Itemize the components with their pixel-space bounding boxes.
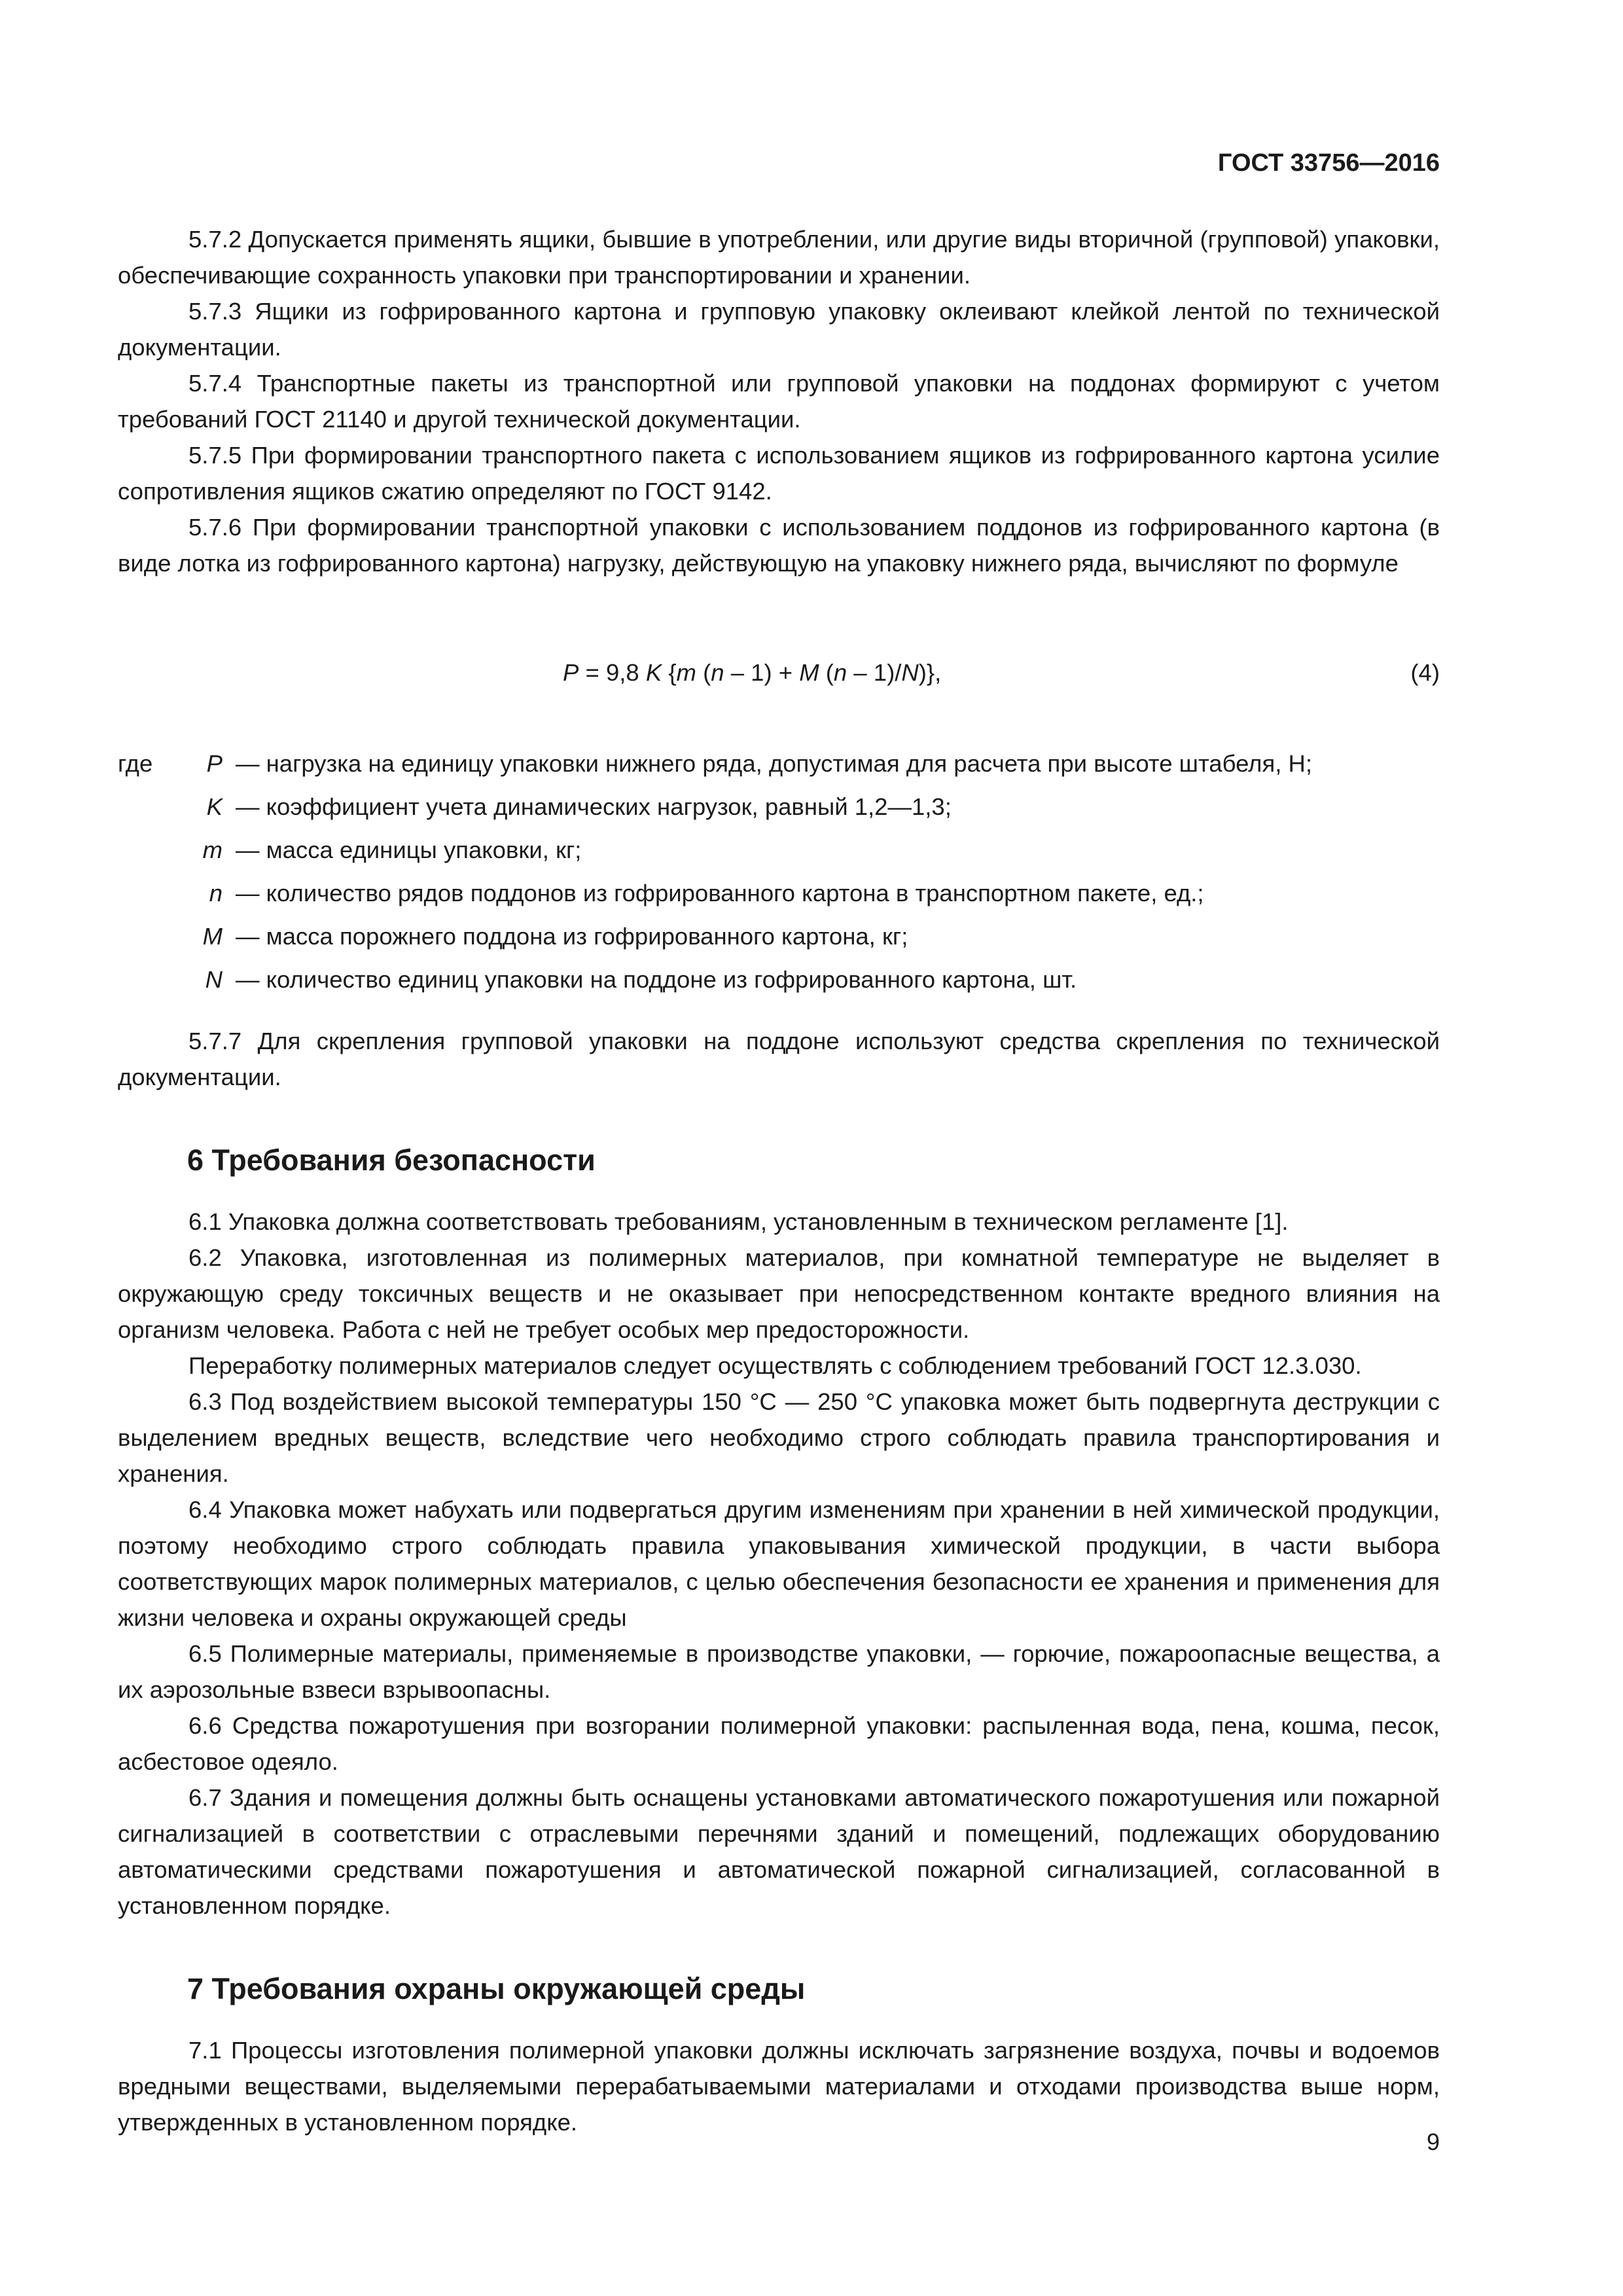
- legend-row: [118, 918, 1440, 961]
- legend-symbol: n: [209, 880, 223, 906]
- paragraph-5-7-7: 5.7.7 Для скрепления групповой упаковки на поддоне используют средства скрепления по технической документации.: [118, 1028, 1440, 1090]
- paragraph-6-1: 6.1 Упаковка должна соответствовать требованиям, установленным в техническом регламенте [1].: [188, 1208, 1289, 1235]
- legend-symbol: K: [206, 793, 223, 820]
- legend-row: [118, 789, 1440, 832]
- page-content: [118, 221, 1440, 2140]
- paragraph-5-7-2: 5.7.2 Допускается применять ящики, бывшие в употреблении, или другие виды вторичной (групповой) упаковки, обеспечивающие сохранность упаковки при транспортировании и хранении.: [118, 226, 1440, 289]
- legend-symbol: m: [202, 836, 223, 863]
- legend-row: [118, 961, 1440, 1005]
- paragraph-6-2: 6.2 Упаковка, изготовленная из полимерных материалов, при комнатной температуре не выделяет в окружающую среду токсичных веществ и не оказывает при непосредственном контакте вредного влияния на организм человека. Работа с ней не требует особых мер предосторожности.: [118, 1244, 1440, 1343]
- variable-legend: [118, 745, 1440, 1005]
- legend-symbol: M: [202, 923, 223, 950]
- paragraph-6-7: 6.7 Здания и помещения должны быть оснащены установками автоматического пожаротушения или пожарной сигнализацией в соответствии с отраслевыми перечнями зданий и помещений, подлежащих оборудованию автоматическими средствами пожаротушения и автоматической пожарной сигнализацией, согласованной в установленном порядке.: [118, 1784, 1440, 1919]
- paragraph-6-2-continued: Переработку полимерных материалов следует осуществлять с соблюдением требований ГОСТ 12.3.030.: [188, 1352, 1362, 1379]
- paragraph-6-3: 6.3 Под воздействием высокой температуры 150 °С — 250 °С упаковка может быть подвергнута деструкции с выделением вредных веществ, вследствие чего необходимо строго соблюдать правила транспортирования и хранения.: [118, 1388, 1440, 1487]
- paragraph-6-4: 6.4 Упаковка может набухать или подвергаться другим изменениям при хранении в ней химической продукции, поэтому необходимо строго соблюдать правила упаковывания химической продукции, в части выбора соответствующих марок полимерных материалов, с целью обеспечения безопасности ее хранения и применения для жизни человека и охраны окружающей среды: [118, 1496, 1440, 1631]
- paragraph-5-7-3: 5.7.3 Ящики из гофрированного картона и групповую упаковку оклеивают клейкой лентой по технической документации.: [118, 298, 1440, 361]
- legend-definition: — коэффициент учета динамических нагрузок, равный 1,2—1,3;: [236, 793, 952, 820]
- formula-number: (4): [1410, 659, 1440, 686]
- legend-definition: — масса порожнего поддона из гофрированного картона, кг;: [236, 923, 908, 950]
- paragraph-6-5: 6.5 Полимерные материалы, применяемые в производстве упаковки, — горючие, пожароопасные вещества, а их аэрозольные взвеси взрывоопасны.: [118, 1640, 1440, 1703]
- page-number: 9: [1426, 2128, 1440, 2155]
- formula-4: [118, 655, 1440, 691]
- legend-symbol: N: [205, 966, 223, 993]
- legend-row: [118, 745, 1440, 789]
- legend-row: [118, 875, 1440, 918]
- paragraph-5-7-4: 5.7.4 Транспортные пакеты из транспортной или групповой упаковки на поддонах формируют с учетом требований ГОСТ 21140 и другой технической документации.: [118, 370, 1440, 433]
- legend-definition: — количество единиц упаковки на поддоне из гофрированного картона, шт.: [236, 966, 1077, 993]
- paragraph-6-6: 6.6 Средства пожаротушения при возгорании полимерной упаковки: распыленная вода, пена, кошма, песок, асбестовое одеяло.: [118, 1712, 1440, 1775]
- legend-definition: — количество рядов поддонов из гофрированного картона в транспортном пакете, ед.;: [236, 880, 1204, 906]
- legend-definition: — масса единицы упаковки, кг;: [236, 836, 582, 863]
- legend-definition: — нагрузка на единицу упаковки нижнего ряда, допустимая для расчета при высоте штабеля, Н;: [236, 750, 1312, 777]
- paragraph-5-7-5: 5.7.5 При формировании транспортного пакета с использованием ящиков из гофрированного картона усилие сопротивления ящиков сжатию определяют по ГОСТ 9142.: [118, 442, 1440, 505]
- section-6-heading: 6 Требования безопасности: [187, 1143, 596, 1177]
- paragraph-5-7-6: 5.7.6 При формировании транспортной упаковки с использованием поддонов из гофрированного картона (в виде лотка из гофрированного картона) нагрузку, действующую на упаковку нижнего ряда, вычисляют по формуле: [118, 514, 1440, 577]
- legend-row: [118, 832, 1440, 875]
- section-7-heading: 7 Требования охраны окружающей среды: [187, 1972, 806, 2005]
- document-code-header: ГОСТ 33756—2016: [1217, 149, 1440, 177]
- legend-lead-word: где: [118, 750, 153, 777]
- legend-symbol: P: [206, 750, 223, 777]
- formula-expression: P = 9,8 K {m (n – 1) + M (n – 1)/N)},: [563, 659, 942, 686]
- paragraph-7-1: 7.1 Процессы изготовления полимерной упаковки должны исключать загрязнение воздуха, почвы и водоемов вредными веществами, выделяемыми перерабатываемыми материалами и отходами производства выше норм, утвержденных в установленном порядке.: [118, 2037, 1440, 2136]
